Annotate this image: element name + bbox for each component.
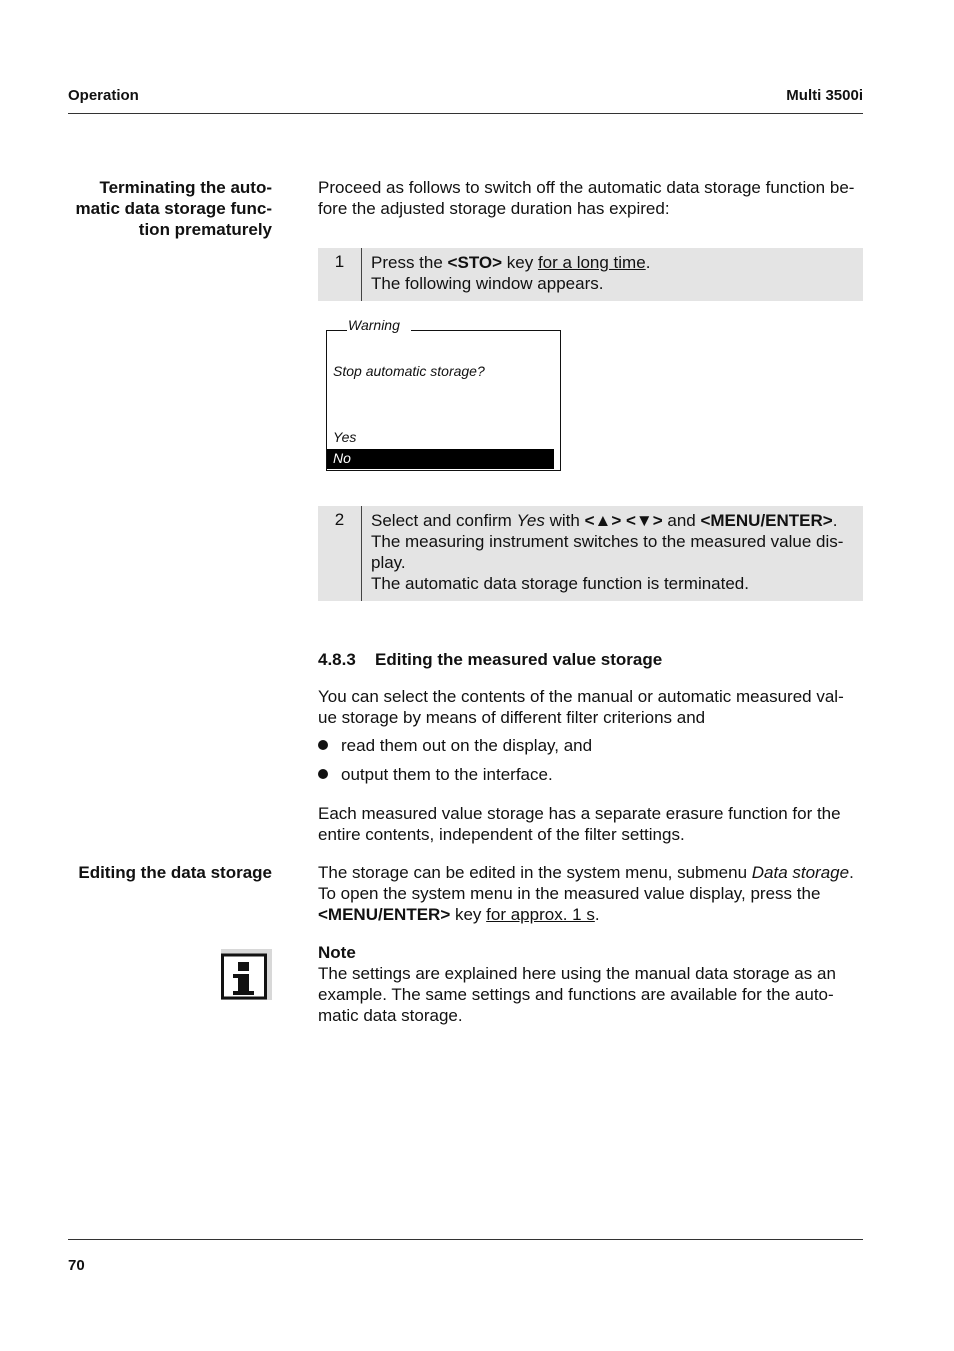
step-text-part: with [544, 511, 585, 530]
step-1-box [318, 248, 863, 301]
section-title: Editing the measured value storage [375, 650, 663, 669]
footer-rule [68, 1239, 863, 1240]
menu-enter-key: <MENU/ENTER> [318, 905, 451, 924]
section-number: 4.8.3 [318, 650, 356, 669]
display-option-no: No [333, 450, 351, 466]
step-text-line: The automatic data storage function is terminated. [371, 574, 749, 593]
step-text-line: The following window appears. [371, 274, 604, 293]
side-heading-line: tion prematurely [138, 220, 272, 239]
paragraph-line: To open the system menu in the measured value display, press the [318, 884, 821, 903]
step-text [371, 510, 857, 594]
intro-paragraph [318, 177, 868, 219]
paragraph-line: Proceed as follows to switch off the automatic data storage function be- [318, 178, 855, 197]
header-section-title: Operation [68, 87, 139, 104]
paragraph-part: . [849, 863, 854, 882]
info-icon [221, 949, 272, 1000]
submenu-name: Data storage [751, 863, 850, 882]
instrument-display [326, 317, 561, 471]
side-heading-line: Terminating the auto- [99, 178, 272, 197]
step-text-part: key [502, 253, 538, 272]
paragraph-line: ue storage by means of different filter criterions and [318, 708, 706, 727]
note-line: matic data storage. [318, 1006, 463, 1025]
header-rule [68, 113, 863, 114]
paragraph-line: entire contents, independent of the filter settings. [318, 825, 685, 844]
header-product-name: Multi 3500i [786, 87, 863, 104]
step-text-part: . [645, 253, 651, 272]
paragraph-line: Each measured value storage has a separate erasure function for the [318, 804, 841, 823]
arrow-keys: <▲> <▼> [584, 511, 663, 530]
step-text-part: Select and confirm [371, 511, 517, 530]
display-question: Stop automatic storage? [333, 363, 485, 379]
page-number: 70 [68, 1257, 85, 1274]
step-divider [361, 248, 362, 301]
menu-enter-key: <MENU/ENTER> [700, 511, 833, 530]
sto-key: <STO> [447, 253, 503, 272]
paragraph-line: You can select the contents of the manual or automatic measured val- [318, 687, 844, 706]
side-heading-terminating [40, 177, 272, 240]
step-divider [361, 506, 362, 601]
paragraph-system-menu [318, 862, 868, 925]
display-border-top [327, 330, 347, 331]
paragraph-line: fore the adjusted storage duration has expired: [318, 199, 670, 218]
paragraph-erasure [318, 803, 868, 845]
paragraph-filter [318, 686, 868, 728]
bullet-icon [318, 764, 330, 776]
paragraph-part: . [594, 905, 600, 924]
list-item: output them to the interface. [341, 765, 553, 784]
display-border-top [411, 330, 560, 331]
display-selection-bar [327, 449, 554, 469]
step-text [371, 252, 857, 294]
note-line: The settings are explained here using the manual data storage as an [318, 964, 836, 983]
yes-option-ref: Yes [516, 511, 545, 530]
note-block [318, 942, 868, 1026]
side-heading-editing: Editing the data storage [78, 863, 272, 882]
paragraph-part: key [450, 905, 487, 924]
step-2-box [318, 506, 863, 601]
step-text-part: Press the [371, 253, 448, 272]
note-title: Note [318, 943, 356, 962]
step-text-part: . [832, 511, 838, 530]
step-text-part: and [662, 511, 701, 530]
list-item: read them out on the display, and [341, 736, 593, 755]
step-text-line: The measuring instrument switches to the measured value dis- [371, 532, 844, 551]
display-title: Warning [348, 317, 400, 333]
paragraph-part: The storage can be edited in the system menu, submenu [318, 863, 752, 882]
side-heading-line: matic data storage func- [75, 199, 272, 218]
long-time-emphasis: for a long time [537, 253, 646, 272]
note-line: example. The same settings and functions are available for the auto- [318, 985, 834, 1004]
approx-time-emphasis: for approx. 1 s [486, 905, 595, 924]
step-number: 1 [334, 252, 345, 271]
display-option-yes: Yes [333, 429, 357, 445]
bullet-icon [318, 735, 330, 747]
step-number: 2 [334, 510, 345, 529]
step-text-line: play. [371, 553, 406, 572]
